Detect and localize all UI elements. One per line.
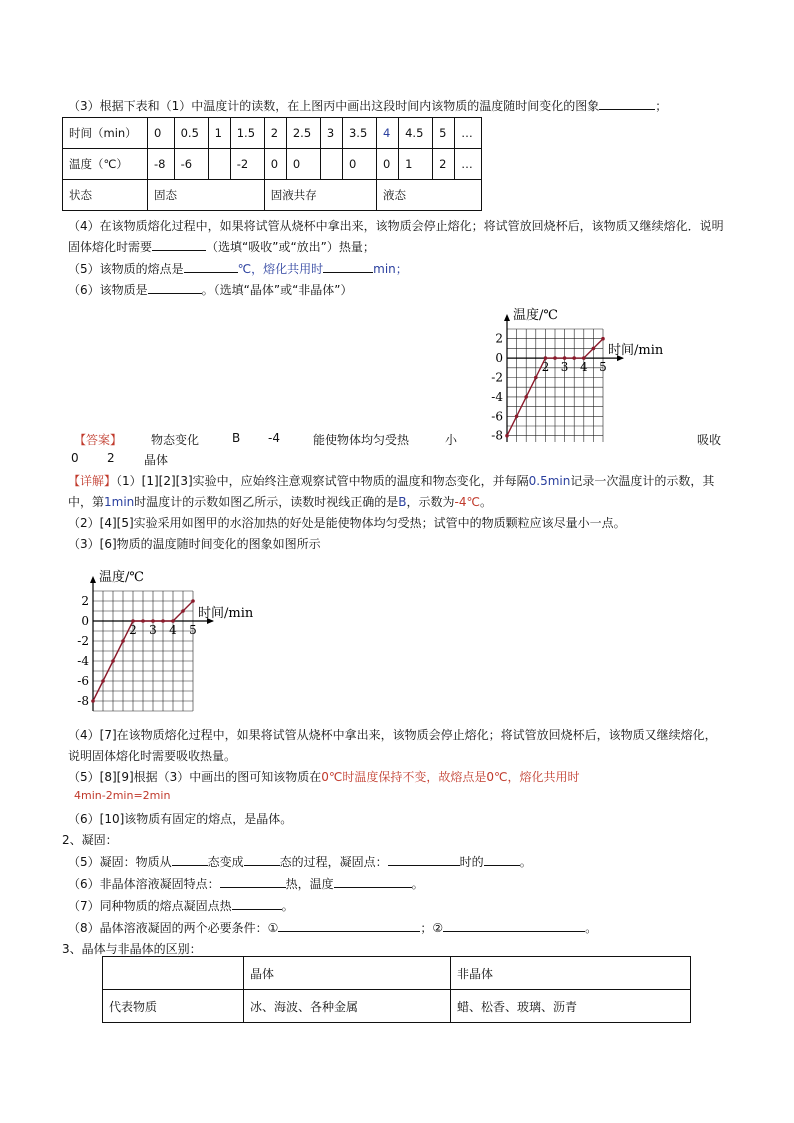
table-cell: 0 xyxy=(342,149,376,180)
table-row xyxy=(103,957,691,990)
data-point xyxy=(181,609,185,613)
table-cell: 液态 xyxy=(377,180,482,211)
data-point xyxy=(515,415,519,419)
detail-text: 0.5min xyxy=(528,474,571,488)
table-cell: 2 xyxy=(264,118,286,149)
section-text: 。 xyxy=(411,877,424,891)
question-3-end: ； xyxy=(655,99,668,113)
detail-text: （1）[1][2][3]实验中，应始终注意观察试管中物质的温度和物态变化，并每隔 xyxy=(116,474,529,488)
answer-blank xyxy=(599,98,655,110)
table-cell: … xyxy=(455,118,482,149)
x-tick-label: 2 xyxy=(541,360,550,375)
detail-text: 0℃时温度保持不变，故熔点是 xyxy=(321,770,487,784)
table-cell: 4 xyxy=(377,118,399,149)
detail-p2: （2）[4][5]实验采用如图甲的水浴加热的好处是能使物体均匀受热；试管中的物质颗粒应该尽量小一点。 xyxy=(68,516,626,530)
table-cell: 晶体 xyxy=(244,957,451,990)
y-tick-label: -2 xyxy=(77,634,89,648)
fill-blank xyxy=(220,876,286,888)
question-4-text: （选填“吸收”或“放出”）热量； xyxy=(206,240,375,254)
table-cell: 2 xyxy=(433,149,455,180)
table-cell: -6 xyxy=(174,149,208,180)
y-tick-label: -8 xyxy=(77,694,89,708)
y-tick-label: -4 xyxy=(77,654,89,668)
y-axis-label: 温度/℃ xyxy=(513,308,558,323)
question-6 xyxy=(68,281,353,298)
comparison-table xyxy=(102,956,691,1023)
question-5-text: min； xyxy=(373,262,408,276)
table-cell: 0 xyxy=(377,149,399,180)
section-text: 时的 xyxy=(459,855,484,869)
section-text: （6）非晶体溶液凝固特点： xyxy=(68,877,220,891)
question-3-text: （3）根据下表和（1）中温度计的读数，在上图丙中画出这段时间内该物质的温度随时间变化的图象 xyxy=(68,99,600,113)
y-tick-label: -6 xyxy=(77,674,89,688)
section-text: 。 xyxy=(585,921,598,935)
table-cell xyxy=(208,149,230,180)
data-point xyxy=(131,619,135,623)
answer-item: 吸收 xyxy=(697,433,722,447)
x-axis-label: 时间/min xyxy=(198,606,254,621)
y-tick-label: 0 xyxy=(81,614,89,628)
section-text: 。 xyxy=(519,855,532,869)
section-text: 态变成 xyxy=(207,855,244,869)
detail-text: （5）[8][9]根据（3）中画出的图可知该物质在 xyxy=(68,770,322,784)
y-tick-label: -2 xyxy=(491,370,503,385)
table-cell: 0 xyxy=(148,118,175,149)
y-tick-label: 2 xyxy=(81,594,89,608)
table-cell: 温度（℃） xyxy=(63,149,148,180)
table-cell: 1 xyxy=(208,118,230,149)
table-cell: 代表物质 xyxy=(103,990,244,1023)
detail-label: 【详解】 xyxy=(68,474,117,488)
table-cell: … xyxy=(455,149,482,180)
answer-label-text: 【答案】 xyxy=(74,433,123,447)
data-point xyxy=(151,619,155,623)
data-point xyxy=(111,659,115,663)
detail-text: 中，第 xyxy=(68,495,105,509)
question-5-text: （5）该物质的熔点是 xyxy=(68,262,184,276)
table-cell: 1.5 xyxy=(230,118,264,149)
fill-blank xyxy=(443,920,585,932)
section-2-line5 xyxy=(68,853,532,870)
fill-blank xyxy=(278,920,420,932)
table-cell xyxy=(103,957,244,990)
table-cell: 固液共存 xyxy=(264,180,376,211)
data-point xyxy=(553,356,557,360)
detail-text: 。 xyxy=(480,495,493,509)
data-point xyxy=(534,376,538,380)
section-3-title: 3、晶体与非晶体的区别： xyxy=(62,942,202,956)
table-cell: 1 xyxy=(399,149,433,180)
detail-p1-line2 xyxy=(68,493,492,510)
detail-p5 xyxy=(68,768,580,785)
fill-blank xyxy=(232,898,282,910)
question-4-line2 xyxy=(68,238,375,255)
section-text: （8）晶体溶液凝固的两个必要条件：① xyxy=(68,921,279,935)
data-point xyxy=(505,434,509,438)
temperature-time-graph xyxy=(478,302,678,442)
x-tick-label: 3 xyxy=(149,623,157,637)
section-text: （7）同种物质的熔点凝固点热 xyxy=(68,899,232,913)
detail-p4-line2: 说明固体熔化时需要吸收热量。 xyxy=(68,749,237,763)
data-point xyxy=(544,356,548,360)
x-tick-label: 5 xyxy=(599,360,607,375)
data-table xyxy=(62,117,482,211)
table-cell: -8 xyxy=(148,149,175,180)
y-tick-label: -8 xyxy=(491,428,503,442)
x-axis-label: 时间/min xyxy=(608,343,664,359)
table-cell: 5 xyxy=(433,118,455,149)
table-cell: 4.5 xyxy=(399,118,433,149)
answer-item: -4 xyxy=(268,431,280,445)
x-tick-label: 4 xyxy=(579,360,588,375)
answer-item: 物态变化 xyxy=(151,433,200,447)
question-3 xyxy=(68,97,667,114)
section-2-line6 xyxy=(68,875,424,892)
table-cell: 时间（min） xyxy=(63,118,148,149)
answer-blank xyxy=(148,282,202,294)
section-2-line8 xyxy=(68,919,597,936)
x-tick-label: 2 xyxy=(129,623,137,637)
table-cell: 3 xyxy=(320,118,342,149)
table-cell: 状态 xyxy=(63,180,148,211)
table-cell xyxy=(320,149,342,180)
data-point xyxy=(101,679,105,683)
y-tick-label: 0 xyxy=(495,351,503,366)
table-row xyxy=(103,990,691,1023)
table-cell: 非晶体 xyxy=(451,957,691,990)
table-cell: 0 xyxy=(264,149,286,180)
table-row-time xyxy=(63,118,482,149)
question-4-text: 固体熔化时需要 xyxy=(68,240,153,254)
fill-blank xyxy=(388,854,460,866)
answer-item: 晶体 xyxy=(144,453,169,467)
detail-text: ，示数为 xyxy=(406,495,455,509)
y-tick-label: 2 xyxy=(495,331,503,346)
table-row-temp xyxy=(63,149,482,180)
section-text: 态的过程，凝固点： xyxy=(279,855,388,869)
answer-label xyxy=(74,431,122,448)
detail-text: 1min xyxy=(104,495,135,509)
answer-item: 小 xyxy=(445,433,458,447)
data-point xyxy=(161,619,165,623)
detail-p6: （6）[10]该物质有固定的熔点，是晶体。 xyxy=(68,812,293,826)
detail-p4-line1: （4）[7]在该物质熔化过程中，如果将试管从烧杯中拿出来，该物质会停止熔化；将试管放回烧杯后，该物质又继续熔化， xyxy=(68,728,717,742)
question-5 xyxy=(68,260,408,277)
answer-item: 2 xyxy=(107,451,115,465)
y-axis-arrow xyxy=(90,576,96,583)
table-cell: 0.5 xyxy=(174,118,208,149)
table-cell: -2 xyxy=(230,149,264,180)
detail-p5-calc: 4min-2min=2min xyxy=(74,789,171,802)
section-text: （5）凝固：物质从 xyxy=(68,855,172,869)
data-point xyxy=(91,699,95,703)
section-2-title: 2、凝固： xyxy=(62,833,118,847)
answer-blank xyxy=(152,239,206,251)
fill-blank xyxy=(334,876,412,888)
y-tick-label: -4 xyxy=(491,389,503,404)
table-cell: 固态 xyxy=(148,180,265,211)
answer-item: 0 xyxy=(71,451,79,465)
question-6-text: 。（选填“晶体”或“非晶体”） xyxy=(201,283,353,297)
data-point xyxy=(601,337,605,341)
data-point xyxy=(563,356,567,360)
answer-item: 能使物体均匀受热 xyxy=(313,433,410,447)
data-point xyxy=(582,356,586,360)
section-2-line7 xyxy=(68,897,294,914)
y-axis-label: 温度/℃ xyxy=(99,570,144,585)
data-point xyxy=(524,395,528,399)
detail-text: B xyxy=(398,495,407,509)
detail-text: 记录一次温度计的示数，其 xyxy=(570,474,715,488)
answer-item: B xyxy=(232,431,241,445)
detail-p1-line1 xyxy=(68,472,714,489)
fill-blank xyxy=(244,854,280,866)
answer-blank xyxy=(323,261,373,273)
table-row-state xyxy=(63,180,482,211)
section-text: 。 xyxy=(281,899,294,913)
x-tick-label: 4 xyxy=(169,623,177,637)
answer-blank xyxy=(184,261,238,273)
data-point xyxy=(592,347,596,351)
table-cell: 0 xyxy=(286,149,320,180)
detail-text: -4℃ xyxy=(454,495,480,509)
question-6-text: （6）该物质是 xyxy=(68,283,148,297)
section-text: ；② xyxy=(420,921,444,935)
y-axis-arrow xyxy=(504,314,510,321)
x-tick-label: 5 xyxy=(189,623,197,637)
table-cell: 2.5 xyxy=(286,118,320,149)
section-text: 热，温度 xyxy=(285,877,334,891)
y-tick-label: -6 xyxy=(491,409,503,424)
data-point xyxy=(121,639,125,643)
detail-text: 时温度计的示数如图乙所示，读数时视线正确的是 xyxy=(134,495,399,509)
fill-blank xyxy=(172,854,208,866)
data-point xyxy=(572,356,576,360)
x-tick-label: 3 xyxy=(560,360,569,375)
detail-p3: （3）[6]物质的温度随时间变化的图象如图所示 xyxy=(68,537,321,551)
table-cell: 冰、海波、各种金属 xyxy=(244,990,451,1023)
data-point xyxy=(191,599,195,603)
data-point xyxy=(141,619,145,623)
fill-blank xyxy=(484,854,520,866)
table-cell: 蜡、松香、玻璃、沥青 xyxy=(451,990,691,1023)
detail-text: 0℃，熔化共用时 xyxy=(486,770,580,784)
data-point xyxy=(171,619,175,623)
question-4-line1: （4）在该物质熔化过程中，如果将试管从烧杯中拿出来，该物质会停止熔化；将试管放回烧杯后，该物质又继续熔化．说明 xyxy=(68,219,724,233)
question-5-text: ℃，熔化共用时 xyxy=(237,262,324,276)
table-cell: 3.5 xyxy=(342,118,376,149)
temperature-time-graph xyxy=(70,562,270,712)
